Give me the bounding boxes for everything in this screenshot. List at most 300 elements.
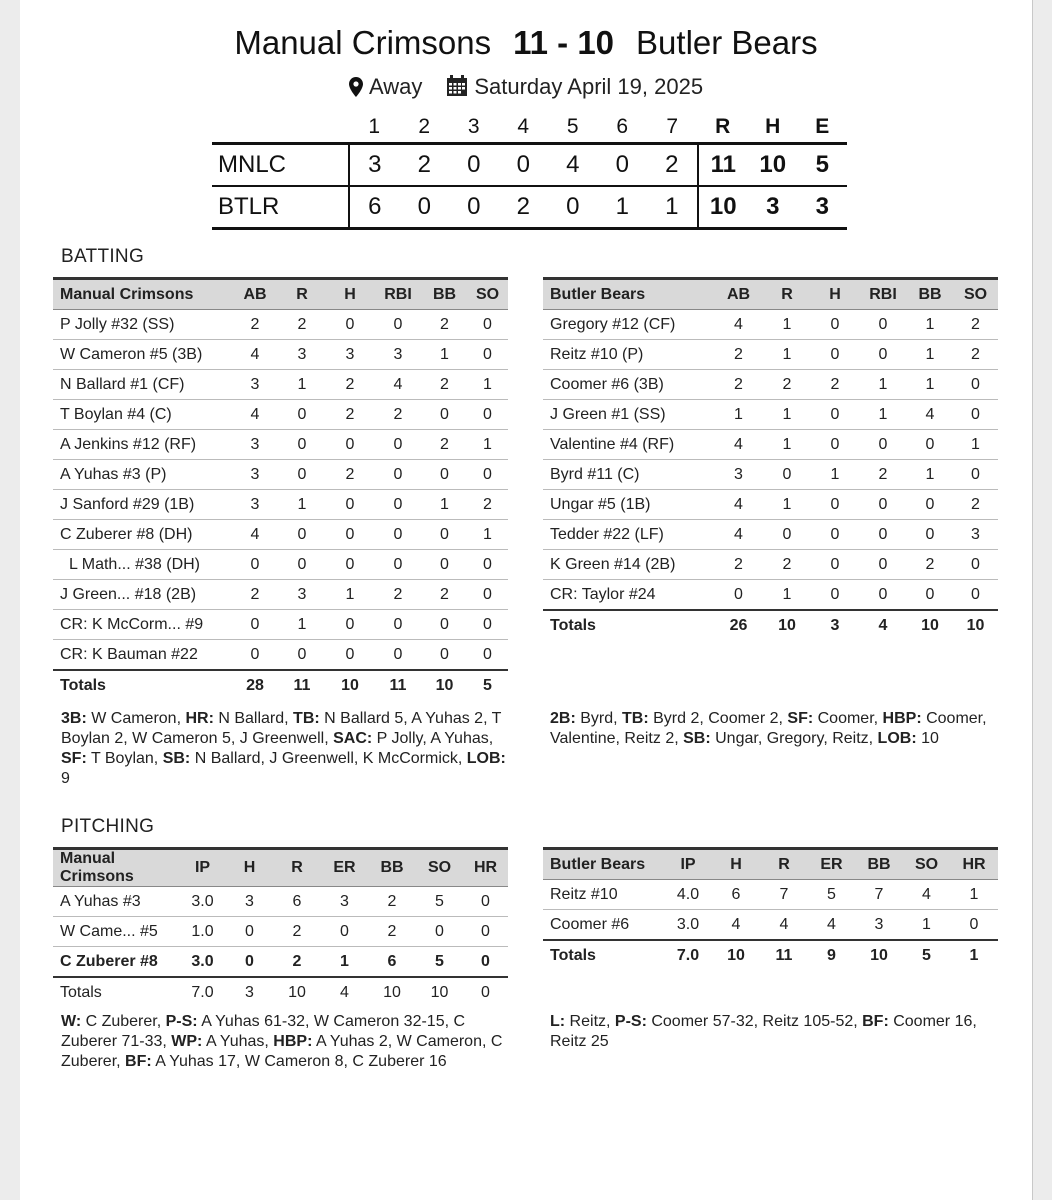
stat-r: 0 bbox=[278, 430, 326, 460]
batting-section-title: BATTING bbox=[61, 246, 145, 267]
stat-h: 6 bbox=[712, 880, 760, 910]
note-text: 10 bbox=[916, 730, 939, 747]
stat-r: 7 bbox=[760, 880, 808, 910]
stat-so: 0 bbox=[953, 400, 998, 430]
pitching-table-butler-bears bbox=[543, 847, 998, 970]
stat-so: 0 bbox=[467, 580, 508, 610]
pitching-table-manual-crimsons bbox=[53, 847, 508, 1007]
total-bb: 10 bbox=[368, 977, 416, 1007]
note-label: WP: bbox=[171, 1033, 203, 1050]
player-row bbox=[543, 910, 998, 941]
total-runs: 10 bbox=[698, 186, 749, 229]
inning-runs: 4 bbox=[548, 144, 598, 187]
player-row bbox=[53, 310, 508, 340]
final-score: 11 - 10 bbox=[513, 24, 615, 61]
stat-ab: 1 bbox=[714, 400, 763, 430]
column-header-rbi: RBI bbox=[374, 279, 422, 310]
stat-bb: 1 bbox=[907, 310, 953, 340]
player-name: Ungar #5 (1B) bbox=[543, 490, 714, 520]
stat-h: 3 bbox=[326, 340, 374, 370]
stat-ab: 0 bbox=[714, 580, 763, 611]
column-header-bb: BB bbox=[368, 849, 416, 887]
stat-rbi: 3 bbox=[374, 340, 422, 370]
stat-h: 0 bbox=[226, 917, 273, 947]
stat-rbi: 0 bbox=[859, 520, 907, 550]
stat-so: 0 bbox=[467, 310, 508, 340]
total-so: 5 bbox=[903, 940, 950, 970]
player-row bbox=[543, 370, 998, 400]
stat-rbi: 4 bbox=[374, 370, 422, 400]
player-row bbox=[53, 400, 508, 430]
player-row bbox=[543, 550, 998, 580]
inning-header: 2 bbox=[418, 115, 431, 138]
stat-h: 0 bbox=[811, 520, 859, 550]
note-label: HBP: bbox=[273, 1033, 313, 1050]
stat-ip: 3.0 bbox=[179, 947, 226, 978]
column-header-so: SO bbox=[416, 849, 463, 887]
column-header-r: R bbox=[273, 849, 321, 887]
player-row bbox=[53, 610, 508, 640]
player-name: Byrd #11 (C) bbox=[543, 460, 714, 490]
total-errors: 3 bbox=[798, 186, 848, 229]
note-label: SAC: bbox=[333, 730, 373, 747]
column-header-ab: AB bbox=[232, 279, 278, 310]
inning-header: 7 bbox=[666, 115, 679, 138]
stat-r: 2 bbox=[763, 550, 811, 580]
player-name: J Green... #18 (2B) bbox=[53, 580, 232, 610]
column-header-ip: IP bbox=[664, 849, 712, 880]
note-text: A Yuhas 2, W Cameron, C Zuberer, bbox=[61, 1033, 503, 1070]
stat-rbi: 0 bbox=[374, 520, 422, 550]
stat-h: 0 bbox=[326, 520, 374, 550]
player-row bbox=[53, 520, 508, 550]
stat-h: 1 bbox=[811, 460, 859, 490]
stat-r: 0 bbox=[278, 400, 326, 430]
stat-bb: 2 bbox=[422, 430, 467, 460]
inning-runs: 3 bbox=[349, 144, 400, 187]
stat-ab: 3 bbox=[232, 370, 278, 400]
stat-rbi: 0 bbox=[374, 310, 422, 340]
total-h: 3 bbox=[811, 610, 859, 640]
total-ip: 7.0 bbox=[179, 977, 226, 1007]
stat-bb: 1 bbox=[422, 490, 467, 520]
stat-ab: 2 bbox=[232, 580, 278, 610]
stat-so: 2 bbox=[953, 340, 998, 370]
player-name: Coomer #6 (3B) bbox=[543, 370, 714, 400]
total-r: 11 bbox=[278, 670, 326, 700]
note-label: 2B: bbox=[550, 710, 576, 727]
game-title bbox=[0, 24, 1052, 62]
team-name-header: Butler Bears bbox=[543, 849, 664, 880]
pitching-section-title: PITCHING bbox=[61, 816, 155, 837]
inning-runs: 0 bbox=[598, 144, 648, 187]
stat-ab: 4 bbox=[714, 430, 763, 460]
note-text: N Ballard, bbox=[213, 710, 294, 727]
stat-ab: 4 bbox=[714, 490, 763, 520]
player-row bbox=[53, 580, 508, 610]
stat-ab: 2 bbox=[714, 370, 763, 400]
stat-r: 3 bbox=[278, 340, 326, 370]
inning-header: 6 bbox=[616, 115, 629, 138]
total-bb: 10 bbox=[855, 940, 903, 970]
player-name: Gregory #12 (CF) bbox=[543, 310, 714, 340]
stat-h: 0 bbox=[326, 490, 374, 520]
stat-h: 0 bbox=[326, 430, 374, 460]
stat-rbi: 0 bbox=[374, 610, 422, 640]
stat-r: 1 bbox=[763, 310, 811, 340]
player-name: Valentine #4 (RF) bbox=[543, 430, 714, 460]
column-header-r: R bbox=[278, 279, 326, 310]
stat-rbi: 0 bbox=[374, 490, 422, 520]
total-r: 11 bbox=[760, 940, 808, 970]
inning-header: 3 bbox=[467, 115, 480, 138]
stat-ab: 3 bbox=[714, 460, 763, 490]
note-text: Byrd, bbox=[575, 710, 623, 727]
stat-bb: 0 bbox=[422, 460, 467, 490]
stat-so: 0 bbox=[953, 580, 998, 611]
note-text: T Boylan, bbox=[86, 750, 163, 767]
totals-row bbox=[53, 977, 508, 1007]
stat-r: 1 bbox=[763, 400, 811, 430]
stat-bb: 0 bbox=[907, 430, 953, 460]
stat-r: 0 bbox=[278, 640, 326, 671]
stat-ab: 4 bbox=[714, 310, 763, 340]
stat-header-row bbox=[53, 279, 508, 310]
note-text: Coomer 16, Reitz 25 bbox=[550, 1013, 977, 1050]
stat-hr: 0 bbox=[463, 917, 508, 947]
total-hits: 3 bbox=[748, 186, 798, 229]
stat-bb: 6 bbox=[368, 947, 416, 978]
batting-notes-manual-crimsons bbox=[61, 709, 511, 789]
stat-so: 5 bbox=[416, 947, 463, 978]
linescore-row bbox=[212, 186, 847, 229]
player-name: CR: Taylor #24 bbox=[543, 580, 714, 611]
note-label: 3B: bbox=[61, 710, 87, 727]
stat-er: 0 bbox=[321, 917, 368, 947]
totals-label: Totals bbox=[543, 940, 664, 970]
player-name: Tedder #22 (LF) bbox=[543, 520, 714, 550]
note-label: W: bbox=[61, 1013, 82, 1030]
stat-bb: 4 bbox=[907, 400, 953, 430]
note-label: LOB: bbox=[466, 750, 506, 767]
stat-header-row bbox=[543, 849, 998, 880]
player-row bbox=[543, 460, 998, 490]
stat-h: 0 bbox=[811, 430, 859, 460]
stat-r: 0 bbox=[763, 460, 811, 490]
stat-so: 0 bbox=[467, 340, 508, 370]
stat-ab: 2 bbox=[714, 550, 763, 580]
player-name: C Zuberer #8 bbox=[53, 947, 179, 978]
stat-so: 0 bbox=[467, 610, 508, 640]
player-name: CR: K McCorm... #9 bbox=[53, 610, 232, 640]
player-row bbox=[53, 887, 508, 917]
stat-er: 1 bbox=[321, 947, 368, 978]
player-row bbox=[53, 550, 508, 580]
stat-h: 1 bbox=[326, 580, 374, 610]
column-header-hr: HR bbox=[950, 849, 998, 880]
stat-so: 2 bbox=[467, 490, 508, 520]
stat-bb: 2 bbox=[907, 550, 953, 580]
stat-so: 0 bbox=[467, 460, 508, 490]
player-name: A Yuhas #3 (P) bbox=[53, 460, 232, 490]
total-ab: 28 bbox=[232, 670, 278, 700]
column-header-r: R bbox=[760, 849, 808, 880]
stat-h: 0 bbox=[811, 580, 859, 611]
stat-hr: 0 bbox=[950, 910, 998, 941]
hits-header: H bbox=[765, 115, 781, 138]
stat-bb: 1 bbox=[422, 340, 467, 370]
team-name-header: Manual Crimsons bbox=[53, 849, 179, 887]
note-text: A Yuhas 61-32, W Cameron 32-15, C Zuberer 71-33, bbox=[61, 1013, 466, 1050]
stat-so: 0 bbox=[467, 400, 508, 430]
player-name: Coomer #6 bbox=[543, 910, 664, 941]
stat-so: 0 bbox=[953, 460, 998, 490]
column-header-er: ER bbox=[321, 849, 368, 887]
away-team-name: Butler Bears bbox=[636, 24, 818, 61]
note-label: HBP: bbox=[882, 710, 922, 727]
total-rbi: 11 bbox=[374, 670, 422, 700]
stat-rbi: 0 bbox=[374, 430, 422, 460]
stat-rbi: 1 bbox=[859, 370, 907, 400]
stat-h: 0 bbox=[226, 947, 273, 978]
stat-ab: 4 bbox=[232, 400, 278, 430]
inning-header: 5 bbox=[566, 115, 579, 138]
stat-r: 6 bbox=[273, 887, 321, 917]
stat-r: 0 bbox=[763, 520, 811, 550]
player-row bbox=[543, 490, 998, 520]
stat-rbi: 0 bbox=[374, 460, 422, 490]
total-r: 10 bbox=[763, 610, 811, 640]
player-name: J Green #1 (SS) bbox=[543, 400, 714, 430]
column-header-rbi: RBI bbox=[859, 279, 907, 310]
totals-row bbox=[543, 610, 998, 640]
column-header-so: SO bbox=[903, 849, 950, 880]
stat-so: 1 bbox=[467, 370, 508, 400]
total-so: 10 bbox=[416, 977, 463, 1007]
column-header-ip: IP bbox=[179, 849, 226, 887]
player-row bbox=[543, 400, 998, 430]
stat-h: 0 bbox=[326, 310, 374, 340]
total-ab: 26 bbox=[714, 610, 763, 640]
stat-bb: 2 bbox=[422, 310, 467, 340]
stat-h: 2 bbox=[811, 370, 859, 400]
player-name: A Yuhas #3 bbox=[53, 887, 179, 917]
player-row bbox=[53, 370, 508, 400]
player-name: J Sanford #29 (1B) bbox=[53, 490, 232, 520]
note-label: P-S: bbox=[614, 1013, 647, 1030]
stat-bb: 0 bbox=[422, 520, 467, 550]
stat-h: 0 bbox=[326, 550, 374, 580]
note-label: BF: bbox=[862, 1013, 889, 1030]
player-row bbox=[543, 340, 998, 370]
stat-r: 2 bbox=[763, 370, 811, 400]
stat-h: 2 bbox=[326, 370, 374, 400]
stat-h: 0 bbox=[326, 610, 374, 640]
linescore-team: BTLR bbox=[212, 186, 349, 229]
stat-ab: 4 bbox=[232, 340, 278, 370]
stat-h: 2 bbox=[326, 460, 374, 490]
column-header-h: H bbox=[326, 279, 374, 310]
stat-so: 3 bbox=[953, 520, 998, 550]
player-name: L Math... #38 (DH) bbox=[53, 550, 232, 580]
column-header-h: H bbox=[811, 279, 859, 310]
stat-bb: 2 bbox=[368, 917, 416, 947]
stat-er: 5 bbox=[808, 880, 855, 910]
inning-runs: 0 bbox=[449, 186, 499, 229]
inning-runs: 2 bbox=[400, 144, 450, 187]
note-label: SF: bbox=[61, 750, 87, 767]
stat-so: 5 bbox=[416, 887, 463, 917]
total-bb: 10 bbox=[907, 610, 953, 640]
stat-r: 1 bbox=[278, 370, 326, 400]
total-h: 3 bbox=[226, 977, 273, 1007]
stat-bb: 0 bbox=[422, 640, 467, 671]
inning-runs: 2 bbox=[499, 186, 549, 229]
stat-ab: 2 bbox=[232, 310, 278, 340]
column-header-er: ER bbox=[808, 849, 855, 880]
note-text: Ungar, Gregory, Reitz, bbox=[710, 730, 878, 747]
stat-so: 1 bbox=[903, 910, 950, 941]
stat-rbi: 0 bbox=[859, 430, 907, 460]
stat-rbi: 0 bbox=[859, 580, 907, 611]
player-row bbox=[53, 340, 508, 370]
totals-label: Totals bbox=[543, 610, 714, 640]
note-label: L: bbox=[550, 1013, 566, 1030]
inning-runs: 6 bbox=[349, 186, 400, 229]
stat-bb: 2 bbox=[368, 887, 416, 917]
stat-so: 2 bbox=[953, 490, 998, 520]
note-text: A Yuhas 17, W Cameron 8, C Zuberer 16 bbox=[151, 1053, 447, 1070]
stat-ip: 1.0 bbox=[179, 917, 226, 947]
stat-rbi: 1 bbox=[859, 400, 907, 430]
stat-bb: 1 bbox=[907, 340, 953, 370]
total-bb: 10 bbox=[422, 670, 467, 700]
stat-rbi: 2 bbox=[374, 580, 422, 610]
pitching-notes-butler-bears bbox=[550, 1012, 990, 1052]
stat-r: 1 bbox=[763, 490, 811, 520]
stat-r: 1 bbox=[278, 610, 326, 640]
stat-h: 0 bbox=[811, 340, 859, 370]
totals-row bbox=[53, 670, 508, 700]
stat-ip: 4.0 bbox=[664, 880, 712, 910]
stat-h: 2 bbox=[326, 400, 374, 430]
total-errors: 5 bbox=[798, 144, 848, 187]
total-hr: 0 bbox=[463, 977, 508, 1007]
stat-header-row bbox=[543, 279, 998, 310]
errors-header: E bbox=[815, 115, 830, 138]
stat-h: 0 bbox=[811, 490, 859, 520]
totals-row bbox=[543, 940, 998, 970]
player-name: Reitz #10 bbox=[543, 880, 664, 910]
linescore-header-row bbox=[212, 112, 847, 144]
total-r: 10 bbox=[273, 977, 321, 1007]
inning-runs: 1 bbox=[647, 186, 698, 229]
stat-bb: 1 bbox=[907, 460, 953, 490]
note-text: N Ballard 5, A Yuhas 2, T Boylan 2, W Cameron 5, J Greenwell, bbox=[61, 710, 502, 747]
note-label: SB: bbox=[162, 750, 191, 767]
stat-r: 2 bbox=[273, 917, 321, 947]
stat-er: 3 bbox=[321, 887, 368, 917]
player-row bbox=[543, 430, 998, 460]
note-label: HR: bbox=[185, 710, 214, 727]
note-label: BF: bbox=[125, 1053, 152, 1070]
inning-runs: 0 bbox=[449, 144, 499, 187]
stat-ab: 4 bbox=[232, 520, 278, 550]
stat-ab: 0 bbox=[232, 550, 278, 580]
stat-ab: 3 bbox=[232, 460, 278, 490]
stat-r: 0 bbox=[278, 520, 326, 550]
stat-so: 0 bbox=[467, 640, 508, 671]
stat-r: 1 bbox=[278, 490, 326, 520]
player-name: N Ballard #1 (CF) bbox=[53, 370, 232, 400]
player-row bbox=[543, 520, 998, 550]
stat-r: 1 bbox=[763, 340, 811, 370]
linescore-team: MNLC bbox=[212, 144, 349, 187]
inning-runs: 1 bbox=[598, 186, 648, 229]
column-header-hr: HR bbox=[463, 849, 508, 887]
total-h: 10 bbox=[712, 940, 760, 970]
stat-so: 0 bbox=[467, 550, 508, 580]
stat-r: 0 bbox=[278, 460, 326, 490]
inning-runs: 0 bbox=[499, 144, 549, 187]
note-text: N Ballard, J Greenwell, K McCormick, bbox=[190, 750, 467, 767]
linescore-table bbox=[212, 112, 847, 230]
player-row bbox=[53, 490, 508, 520]
stat-h: 0 bbox=[811, 550, 859, 580]
stat-bb: 2 bbox=[422, 370, 467, 400]
stat-ab: 0 bbox=[232, 640, 278, 671]
note-text: Coomer 57-32, Reitz 105-52, bbox=[646, 1013, 863, 1030]
stat-ab: 3 bbox=[232, 430, 278, 460]
total-runs: 11 bbox=[698, 144, 749, 187]
stat-ab: 4 bbox=[714, 520, 763, 550]
total-h: 10 bbox=[326, 670, 374, 700]
game-info bbox=[0, 74, 1052, 103]
note-text: Byrd 2, Coomer 2, bbox=[648, 710, 788, 727]
total-hr: 1 bbox=[950, 940, 998, 970]
note-label: LOB: bbox=[877, 730, 917, 747]
stat-h: 0 bbox=[811, 400, 859, 430]
column-header-so: SO bbox=[953, 279, 998, 310]
stat-so: 0 bbox=[953, 550, 998, 580]
stat-rbi: 2 bbox=[859, 460, 907, 490]
stat-bb: 7 bbox=[855, 880, 903, 910]
home-team-name: Manual Crimsons bbox=[234, 24, 492, 61]
batting-table-manual-crimsons bbox=[53, 277, 508, 700]
player-name: CR: K Bauman #22 bbox=[53, 640, 232, 671]
player-name: W Came... #5 bbox=[53, 917, 179, 947]
linescore-row bbox=[212, 144, 847, 187]
stat-hr: 1 bbox=[950, 880, 998, 910]
stat-bb: 1 bbox=[907, 370, 953, 400]
note-text: A Yuhas, bbox=[202, 1033, 274, 1050]
stat-bb: 3 bbox=[855, 910, 903, 941]
inning-runs: 2 bbox=[647, 144, 698, 187]
note-label: SF: bbox=[787, 710, 814, 727]
player-row bbox=[53, 430, 508, 460]
column-header-h: H bbox=[712, 849, 760, 880]
stat-so: 4 bbox=[903, 880, 950, 910]
runs-header: R bbox=[715, 115, 731, 138]
location-text: Away bbox=[368, 74, 423, 99]
note-label: TB: bbox=[293, 710, 320, 727]
player-name: A Jenkins #12 (RF) bbox=[53, 430, 232, 460]
player-name: P Jolly #32 (SS) bbox=[53, 310, 232, 340]
note-label: TB: bbox=[622, 710, 649, 727]
stat-rbi: 0 bbox=[859, 340, 907, 370]
column-header-bb: BB bbox=[855, 849, 903, 880]
note-text: Coomer, Valentine, Reitz 2, bbox=[550, 710, 987, 747]
